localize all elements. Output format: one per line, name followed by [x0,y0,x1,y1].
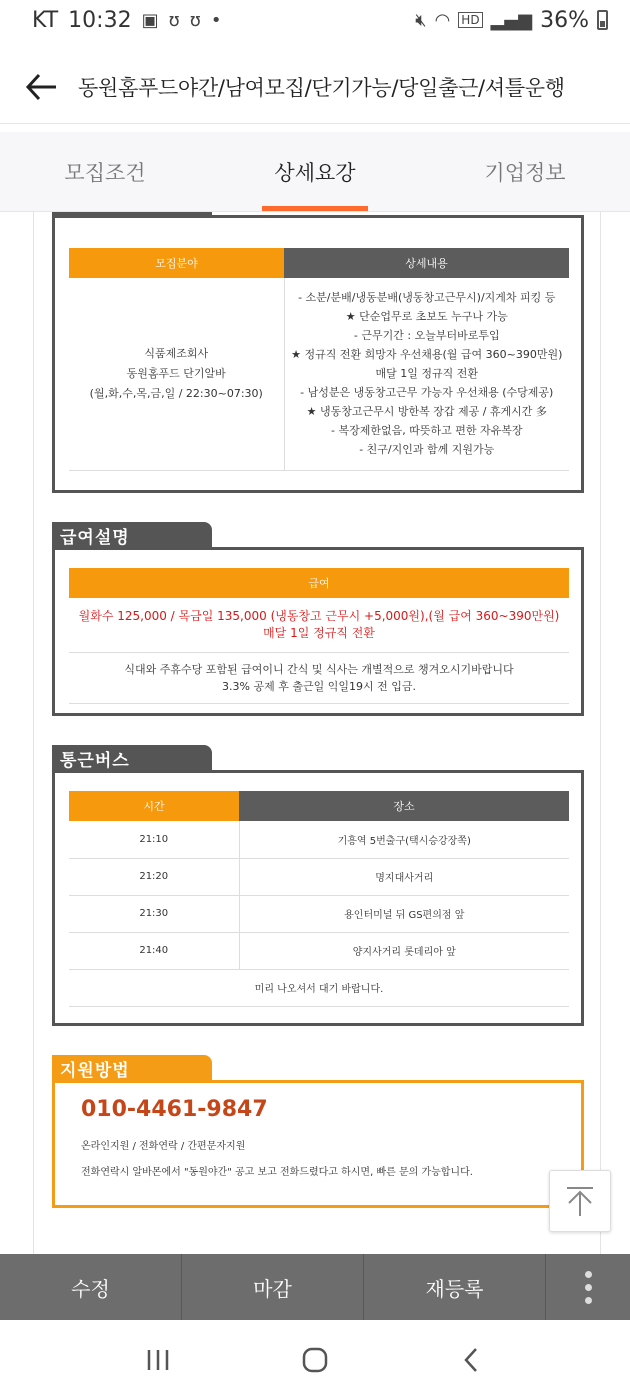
bus-table [69,791,569,1007]
divider [33,212,34,1254]
back-arrow-icon [24,69,60,105]
tab-company-info[interactable]: 기업정보 [484,160,566,185]
salary-box [52,547,584,716]
detail-line: - 복장제한없음, 따뜻하고 편한 자유복장 [331,424,523,438]
close-posting-button[interactable]: 마감 [182,1254,364,1320]
app-header [0,50,630,124]
table-row [69,932,569,969]
recruit-box [52,215,584,493]
table-row [69,821,569,858]
bus-place: 양지사거리 롯데리아 앞 [239,932,569,969]
bus-box [52,770,584,1026]
battery-icon [597,10,608,30]
recruit-table [69,248,569,471]
chevron-left-icon [457,1345,487,1375]
repost-button[interactable]: 재등록 [364,1254,546,1320]
page-title: 동원홈푸드야간/남여모집/단기가능/당일출근/셔틀운행 [78,75,565,100]
apply-methods: 온라인지원 / 전화연락 / 간편문자지원 [81,1141,246,1152]
salary-main: 월화수 125,000 / 목금일 135,000 (냉동창고 근무시 +5,000원),(월 급여 360~390만원)매달 1일 정규직 전환 [69,598,569,653]
system-nav-bar [0,1320,630,1400]
salary-table [69,568,569,704]
wifi-icon: ◠ [434,9,451,31]
mute-icon: 🔇︎ [415,9,427,31]
detail-line: ★ 단순업무로 초보도 누구나 가능 [345,310,508,324]
signal-icon: ▂▄▆ [490,9,533,31]
notification-icon: ▣ [141,9,159,31]
action-bar [0,1254,630,1320]
recruit-detail-header: 상세내용 [284,248,569,278]
salary-header: 급여 [69,568,569,598]
app-icon-2: ʊ [189,9,201,31]
recruit-field-header: 모집분야 [69,248,284,278]
bus-place-header: 장소 [239,791,569,821]
bus-section-title: 통근버스 [52,745,212,771]
salary-note-line: 3.3% 공제 후 출근일 익일19시 전 입금. [222,680,416,693]
apply-section-title: 지원방법 [52,1055,212,1081]
recruit-detail-cell [284,278,569,470]
tab-recruit-conditions[interactable]: 모집조건 [64,160,146,185]
apply-box [52,1080,584,1208]
bus-place: 용인터미널 뒤 GS편의점 앞 [239,895,569,932]
detail-line: - 친구/지인과 함께 지원가능 [359,443,495,457]
edit-button[interactable]: 수정 [0,1254,182,1320]
app-icon: ʊ [168,9,180,31]
detail-line: - 소분/분배/냉동분배(냉동창고근무시)/지게차 피킹 등 [298,291,556,305]
company-type: 식품제조회사 [144,346,209,360]
status-bar [0,0,630,40]
arrow-up-icon [563,1184,597,1218]
detail-line: - 남성분은 냉동창고근무 가능자 우선채용 (수당제공) [300,386,554,400]
system-back-button[interactable] [452,1340,492,1380]
table-row [69,969,569,1006]
more-vertical-icon [585,1271,592,1304]
recent-apps-icon [143,1345,173,1375]
table-row [69,858,569,895]
hd-icon: HD [458,12,482,28]
more-menu-button[interactable] [546,1254,630,1320]
battery-percent: 36% [540,7,589,33]
home-icon [300,1345,330,1375]
apply-phone[interactable]: 010-4461-9847 [81,1097,268,1122]
detail-line: ★ 정규직 전환 희망자 우선채용(월 급여 360~390만원)매달 1일 정규직 전환 [291,348,563,381]
tab-details[interactable]: 상세요강 [210,132,420,211]
salary-note [69,653,569,704]
bus-time: 21:20 [69,858,239,895]
bus-time: 21:40 [69,932,239,969]
bus-note: 미리 나오셔서 대기 바랍니다. [69,969,569,1006]
back-button[interactable] [24,69,60,105]
tab-bar [0,132,630,212]
table-row [69,895,569,932]
recruit-field-cell [69,278,284,470]
work-schedule: (월,화,수,목,금,일 / 22:30~07:30) [89,386,263,400]
salary-section-title: 급여설명 [52,522,212,548]
divider [600,212,601,1254]
bus-place: 명지대사거리 [239,858,569,895]
detail-line: - 근무기간 : 오늘부터바로투입 [353,329,500,343]
carrier-label: KT [32,7,59,33]
salary-note-line: 식대와 주휴수당 포함된 급여이니 간식 및 식사는 개별적으로 챙겨오시기바랍니다 [124,663,514,676]
clock: 10:32 [68,7,132,33]
home-button[interactable] [295,1340,335,1380]
bus-time: 21:30 [69,895,239,932]
content-area[interactable] [0,212,630,1254]
bus-time: 21:10 [69,821,239,858]
more-notifications-icon: • [210,9,222,31]
recent-apps-button[interactable] [138,1340,178,1380]
scroll-top-button[interactable] [549,1170,611,1232]
apply-description: 전화연락시 알바몬에서 "동원야간" 공고 보고 전화드렸다고 하시면, 빠른 문의 가능합니다. [81,1167,473,1178]
bus-place: 기흥역 5번출구(택시승강장쪽) [239,821,569,858]
bus-time-header: 시간 [69,791,239,821]
detail-line: ★ 냉동창고근무시 방한복 장갑 제공 / 휴게시간 多 [306,405,547,419]
job-name: 동원홈푸드 단기알바 [126,366,226,380]
